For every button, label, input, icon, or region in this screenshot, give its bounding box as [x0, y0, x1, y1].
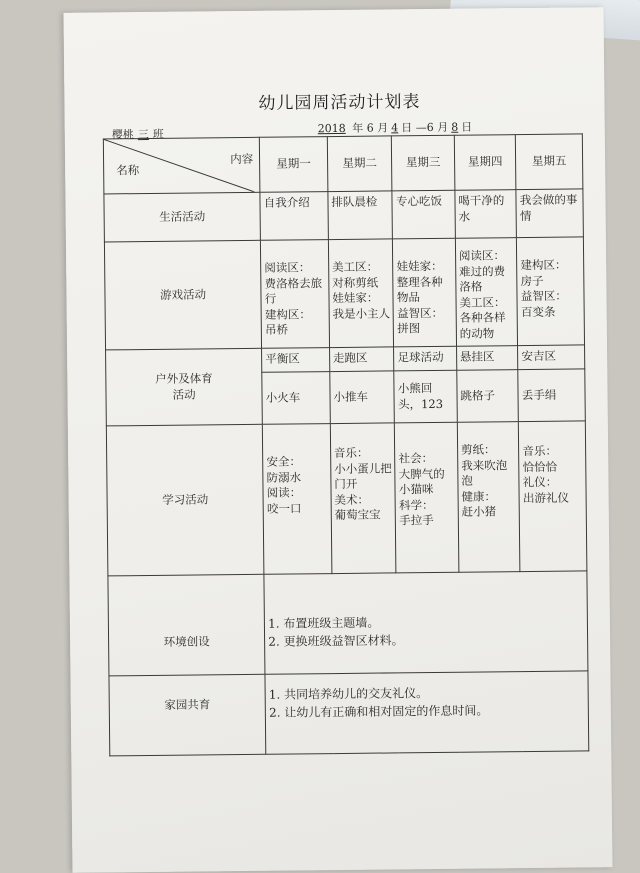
outdoor-label-line: 活动 [172, 386, 196, 402]
home-content [265, 671, 589, 754]
life-thu: 喝干净的水 [455, 190, 517, 239]
game-thu-line: 各种各样的动物 [459, 310, 506, 341]
game-thu [455, 238, 518, 347]
date-mid1: 年 6 月 [352, 121, 389, 135]
day-header-fri: 星期五 [516, 134, 583, 190]
day-header-tue: 星期二 [327, 136, 392, 192]
corner-name: 名称 [116, 163, 140, 178]
study-mon-line: 安全： [266, 454, 301, 469]
game-thu-line: 阅读区： [458, 248, 506, 263]
game-tue-line: 对称剪纸 [332, 275, 379, 290]
date-suffix: 日 [461, 120, 473, 134]
day-header-thu: 星期四 [454, 135, 516, 191]
row-label-life: 生活活动 [104, 192, 261, 242]
study-mon-line: 阅读： [266, 485, 302, 500]
game-tue-line: 我是小主人 [332, 305, 391, 321]
row-label-environment: 环境创设 [108, 574, 265, 676]
home-item: 2. 让幼儿有正确和相对固定的作息时间。 [268, 703, 489, 720]
date-end-day: 8 [451, 120, 459, 134]
game-mon-line: 建构区： [264, 306, 311, 322]
game-fri-line: 益智区： [520, 288, 567, 304]
life-mon: 自我介绍 [260, 192, 328, 241]
study-tue-line: 葡萄宝宝 [334, 507, 381, 523]
study-tue-line: 小小蛋儿把门开 [334, 460, 392, 492]
study-mon-line: 咬一口 [266, 500, 302, 516]
game-wed-line: 拼图 [397, 321, 421, 336]
environment-item: 1. 布置班级主题墙。 [268, 615, 380, 631]
study-thu [457, 422, 520, 573]
life-wed: 专心吃饭 [392, 190, 455, 239]
date-year: 2018 [317, 121, 346, 136]
class-prefix: 樱桃 [111, 128, 134, 142]
outdoor-bottom-thu: 跳格子 [457, 370, 519, 423]
outdoor-bottom-tue: 小推车 [330, 371, 395, 424]
outdoor-top-mon: 平衡区 [262, 348, 330, 373]
study-thu-line: 赶小猪 [461, 504, 497, 519]
game-fri-line: 建构区： [520, 257, 567, 273]
row-label-game: 游戏活动 [104, 240, 261, 350]
study-wed-line: 科学： [399, 497, 434, 512]
date-start-day: 4 [391, 121, 399, 135]
day-header-mon: 星期一 [260, 137, 328, 193]
corner-header [103, 137, 260, 194]
study-wed-line: 大脾气的小猫咪 [398, 466, 445, 497]
game-fri-line: 百变条 [520, 304, 556, 319]
game-tue-line: 美工区： [331, 259, 379, 275]
game-fri [517, 237, 585, 346]
study-wed-line: 手拉手 [399, 513, 434, 528]
outdoor-bottom-mon: 小火车 [262, 372, 330, 425]
game-thu-line: 美工区： [459, 294, 506, 310]
day-header-wed: 星期三 [392, 135, 455, 191]
study-thu-line: 健康： [461, 488, 497, 504]
outdoor-top-fri: 安吉区 [518, 345, 585, 370]
study-wed-line: 社会： [398, 451, 434, 466]
environment-content [264, 571, 588, 674]
study-mon-line: 防溺水 [266, 469, 302, 485]
outdoor-top-thu: 悬挂区 [456, 346, 518, 371]
study-tue [330, 423, 396, 574]
study-fri-line: 音乐： [522, 443, 557, 459]
row-label-outdoor [106, 348, 263, 426]
class-number: 三 [137, 127, 149, 142]
outdoor-label-line: 户外及体育 [155, 371, 213, 386]
game-wed-line: 整理各种物品 [396, 274, 443, 305]
game-tue [328, 239, 394, 348]
study-fri-line: 出游礼仪 [522, 490, 569, 505]
document-title: 幼儿园周活动计划表 [258, 92, 421, 114]
study-fri-line: 礼仪： [522, 474, 558, 490]
date-range [315, 119, 473, 137]
study-tue-line: 美术： [334, 492, 370, 507]
environment-item: 2. 更换班级益智区材料。 [268, 633, 404, 649]
game-wed-line: 娃娃家： [396, 258, 443, 274]
outdoor-bottom-fri: 丢手绢 [518, 369, 585, 422]
study-fri [519, 421, 587, 572]
game-mon [261, 240, 330, 349]
date-mid2: 日 —6 月 [401, 120, 449, 135]
home-item: 1. 共同培养幼儿的交友礼仪。 [268, 686, 429, 702]
game-thu-line: 难过的费洛格 [459, 263, 506, 294]
game-mon-line: 阅读区： [264, 260, 311, 275]
life-fri: 我会做的事情 [516, 189, 583, 238]
plan-table [103, 133, 589, 756]
class-suffix: 班 [152, 127, 164, 141]
study-tue-line: 音乐： [333, 445, 369, 461]
outdoor-top-tue: 走跑区 [329, 347, 394, 372]
game-tue-line: 娃娃家： [332, 290, 379, 306]
game-mon-line: 吊桥 [264, 322, 289, 337]
paper-sheet [64, 7, 613, 873]
study-mon [263, 424, 332, 575]
life-tue: 排队晨检 [328, 191, 393, 240]
game-fri-line: 房子 [520, 273, 544, 288]
outdoor-top-wed: 足球活动 [394, 346, 457, 371]
study-fri-line: 恰恰恰 [522, 459, 558, 474]
study-thu-line: 剪纸： [460, 442, 496, 457]
outdoor-bottom-wed: 小熊回头，123 [394, 370, 457, 423]
study-thu-line: 我来吹泡泡 [461, 457, 508, 488]
row-label-study: 学习活动 [106, 424, 264, 576]
game-wed [393, 238, 457, 347]
game-mon-line: 费洛格去旅行 [264, 275, 323, 306]
study-wed [395, 422, 459, 573]
row-label-home: 家园共育 [109, 674, 266, 756]
game-wed-line: 益智区： [397, 305, 444, 320]
corner-content: 内容 [230, 151, 254, 167]
